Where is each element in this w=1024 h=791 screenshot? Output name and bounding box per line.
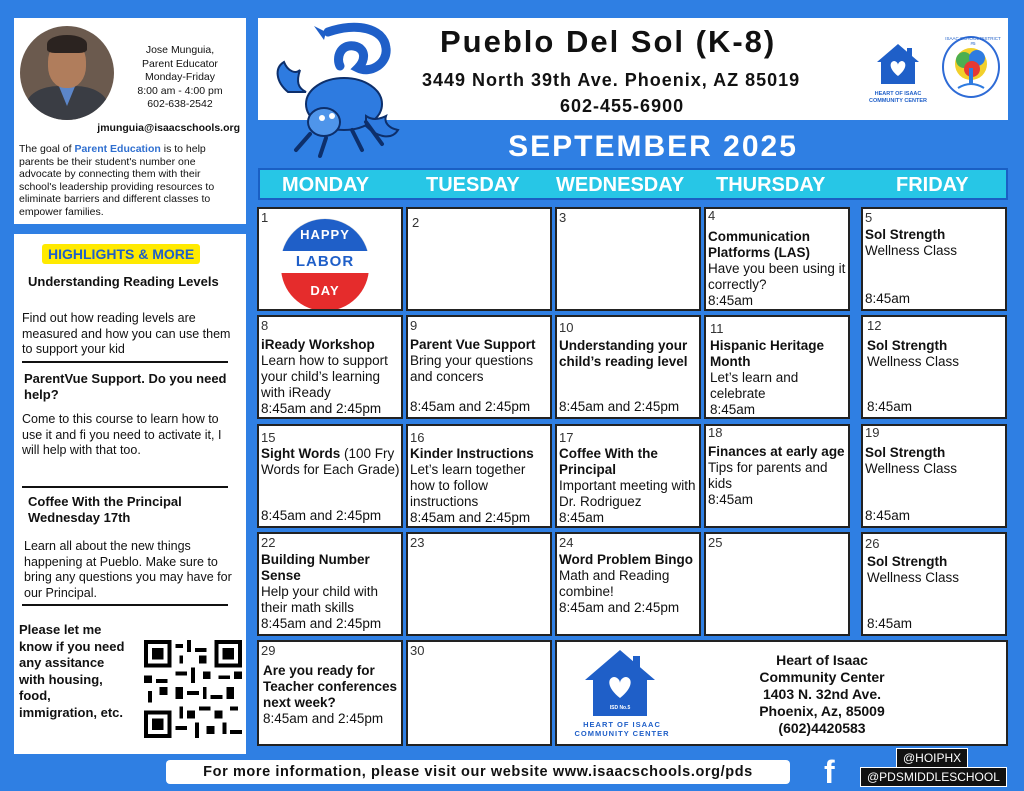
educator-role: Parent Educator — [142, 57, 218, 70]
educator-days: Monday-Friday — [144, 71, 216, 83]
calendar-day: 24 Word Problem Bingo Math and Reading combine! 8:45am and 2:45pm — [555, 532, 701, 636]
event-time: 8:45am — [708, 492, 754, 507]
divider — [22, 361, 228, 363]
event-time: 8:45am — [865, 508, 911, 523]
event-time: 8:45am — [867, 616, 913, 631]
event-text: Wellness Class — [865, 243, 958, 258]
calendar-day: 12 Sol Strength Wellness Class 8:45am — [861, 315, 1007, 419]
weekday-thursday: THURSDAY — [716, 174, 826, 196]
facebook-icon[interactable]: f — [824, 754, 835, 790]
event-title: Are you ready for Teacher conferences next week? — [263, 663, 398, 710]
social-handle-hoi[interactable]: @HOIPHX — [896, 748, 968, 768]
event-title: Coffee With the Principal — [559, 446, 658, 477]
calendar-day: 30 — [406, 640, 552, 746]
avatar — [20, 26, 114, 120]
event-text: Math and Reading combine! — [559, 568, 670, 599]
profile-card — [14, 18, 246, 224]
event-title: Understanding your child’s reading level — [559, 338, 688, 369]
weekday-monday: MONDAY — [282, 174, 370, 196]
hoi-address: Heart of Isaac Community Center 1403 N. 32nd Ave. Phoenix, Az, 85009 (602)4420583 — [759, 652, 885, 736]
heart-of-isaac-logo: HEART OF ISAAC COMMUNITY CENTER — [860, 42, 936, 105]
event-text: Have you been using it correctly? — [708, 261, 846, 292]
event-title: Communication Platforms (LAS) — [708, 229, 811, 260]
event-title: Sol Strength — [867, 554, 948, 569]
contact-info — [118, 44, 242, 112]
heart-of-isaac-info — [555, 640, 1008, 746]
highlight-text-3: Learn all about the new things happening at Pueblo. Make sure to bring any questions you may have for our Principal. — [24, 539, 232, 600]
event-time: 8:45am and 2:45pm — [410, 510, 531, 525]
highlight-head-2: ParentVue Support. Do you need help? — [24, 371, 227, 402]
weekday-wednesday: WEDNESDAY — [556, 174, 685, 196]
event-text: Bring your questions and concers — [410, 353, 534, 384]
calendar-day: 11 Hispanic Heritage Month Let’s learn and celebrate 8:45am — [704, 315, 850, 419]
event-title: Sol Strength — [865, 227, 946, 242]
event-time: 8:45am and 2:45pm — [559, 399, 680, 414]
help-note: Please let me know if you need any assitance with housing, food, immigration, etc. — [19, 622, 125, 720]
event-text: Tips for parents and kids — [708, 460, 828, 491]
event-time: 8:45am and 2:45pm — [261, 401, 382, 416]
highlight-head-3: Coffee With the Principal Wednesday 17th — [28, 494, 182, 525]
highlight-text-2: Come to this course to learn how to use it and fi you need to activate it, I will help with that too. — [22, 412, 222, 457]
educator-phone: 602-638-2542 — [147, 98, 213, 110]
highlight-text-1: Find out how reading levels are measured and how you can use them to support your kid — [22, 311, 231, 356]
event-title: Sol Strength — [867, 338, 948, 353]
weekday-friday: FRIDAY — [896, 174, 969, 196]
event-text: Wellness Class — [867, 570, 960, 585]
event-text: Help your child with their math skills — [261, 584, 379, 615]
event-title: Finances at early age — [708, 444, 845, 459]
event-text: Important meeting with Dr. Rodriguez — [559, 478, 696, 509]
labor-day-labor: LABOR — [295, 253, 355, 270]
hoi-logo-text: HEART OF ISAAC COMMUNITY CENTER — [574, 720, 670, 738]
event-title: Hispanic Heritage Month — [710, 338, 825, 369]
event-time: 8:45am and 2:45pm — [261, 508, 382, 523]
calendar-day: 8 iReady Workshop Learn how to support your child’s learning with iReady 8:45am and 2:45pm — [257, 315, 403, 419]
calendar-day: 16 Kinder Instructions Let’s learn together how to follow instructions 8:45am and 2:45pm — [406, 424, 552, 528]
isd-logo-text: ISAAC SCHOOL DISTRICT #5 — [945, 36, 1001, 46]
divider — [22, 604, 228, 606]
event-text: Let’s learn and celebrate — [710, 370, 799, 401]
event-title: iReady Workshop — [261, 337, 375, 352]
isaac-district-logo — [942, 36, 1000, 98]
calendar-day: 22 Building Number Sense Help your child with their math skills 8:45am and 2:45pm — [257, 532, 403, 636]
event-text: Wellness Class — [867, 354, 960, 369]
weekday-bar — [258, 168, 1008, 200]
event-title: Building Number Sense — [261, 552, 370, 583]
calendar-day: 23 — [406, 532, 552, 636]
calendar-day: 9 Parent Vue Support Bring your questions and concers 8:45am and 2:45pm — [406, 315, 552, 419]
educator-hours: 8:00 am - 4:00 pm — [137, 84, 223, 97]
event-title: Sight Words (100 Fry Words for Each Grade) — [261, 446, 400, 477]
educator-name: Jose Munguia, — [145, 44, 215, 56]
social-handle-pds[interactable]: @PDSMIDDLESCHOOL — [860, 767, 1007, 787]
month-title: SEPTEMBER 2025 — [508, 130, 798, 163]
goal-highlight: Parent Education — [74, 143, 161, 155]
calendar-day: 1 HAPPY LABOR DAY — [257, 207, 403, 311]
highlights-panel — [14, 234, 246, 754]
weekday-tuesday: TUESDAY — [426, 174, 520, 196]
calendar-day: 25 — [704, 532, 850, 636]
school-address: 3449 North 39th Ave. Phoenix, AZ 85019 — [422, 70, 801, 90]
event-time: 8:45am and 2:45pm — [559, 600, 680, 615]
event-time: 8:45am and 2:45pm — [410, 399, 531, 414]
labor-day-happy: HAPPY — [300, 227, 350, 242]
footer-website[interactable]: For more information, please visit our website www.isaacschools.org/pds — [166, 760, 790, 784]
hoi-logo-badge: ISD No.5 — [609, 705, 631, 711]
event-time: 8:45am and 2:45pm — [261, 616, 382, 631]
calendar-day: 29 Are you ready for Teacher conferences next week? 8:45am and 2:45pm — [257, 640, 403, 746]
calendar-day: 5 Sol Strength Wellness Class 8:45am — [861, 207, 1007, 311]
event-text: Let’s learn together how to follow instructions — [410, 462, 526, 509]
event-time: 8:45am and 2:45pm — [263, 711, 384, 726]
calendar-day: 19 Sol Strength Wellness Class 8:45am — [861, 424, 1007, 528]
tree-logo-icon — [944, 38, 998, 96]
calendar-day: 4 Communication Platforms (LAS) Have you been using it correctly? 8:45am — [704, 207, 850, 311]
highlights-title: HIGHLIGHTS & MORE — [42, 244, 200, 264]
calendar-day: 3 — [555, 207, 701, 311]
event-title: Word Problem Bingo — [559, 552, 693, 567]
event-title: Sol Strength — [865, 445, 946, 460]
event-time: 8:45am — [865, 291, 911, 306]
goal-text: The goal of Parent Education is to help parents be their student's number one advocate by connecting them with their school's leadership providing resources to eliminate barriers and different classes to empower families. — [19, 143, 215, 218]
calendar-day: 15 Sight Words (100 Fry Words for Each Grade) 8:45am and 2:45pm — [257, 424, 403, 528]
calendar-day: 10 Understanding your child’s reading level 8:45am and 2:45pm — [555, 315, 701, 419]
calendar-day: 18 Finances at early age Tips for parents and kids 8:45am — [704, 424, 850, 528]
event-time: 8:45am — [710, 402, 756, 417]
house-heart-icon — [875, 42, 921, 86]
qr-code-icon[interactable] — [144, 640, 242, 738]
highlight-head-1: Understanding Reading Levels — [28, 274, 219, 289]
calendar-day: 26 Sol Strength Wellness Class 8:45am — [861, 532, 1007, 636]
labor-day-day: DAY — [310, 283, 340, 298]
educator-email[interactable]: jmunguia@isaacschools.org — [97, 122, 240, 134]
event-title: Parent Vue Support — [410, 337, 536, 352]
event-text: Wellness Class — [865, 461, 958, 476]
event-text: Learn how to support your child’s learning with iReady — [261, 353, 388, 400]
divider — [22, 486, 228, 488]
school-phone: 602-455-6900 — [560, 96, 685, 116]
calendar-day: 17 Coffee With the Principal Important meeting with Dr. Rodriguez 8:45am — [555, 424, 701, 528]
event-time: 8:45am — [708, 293, 754, 308]
school-name: Pueblo Del Sol (K-8) — [440, 24, 777, 59]
event-time: 8:45am — [559, 510, 605, 525]
event-title: Kinder Instructions — [410, 446, 534, 461]
calendar-day: 2 — [406, 207, 552, 311]
event-time: 8:45am — [867, 399, 913, 414]
